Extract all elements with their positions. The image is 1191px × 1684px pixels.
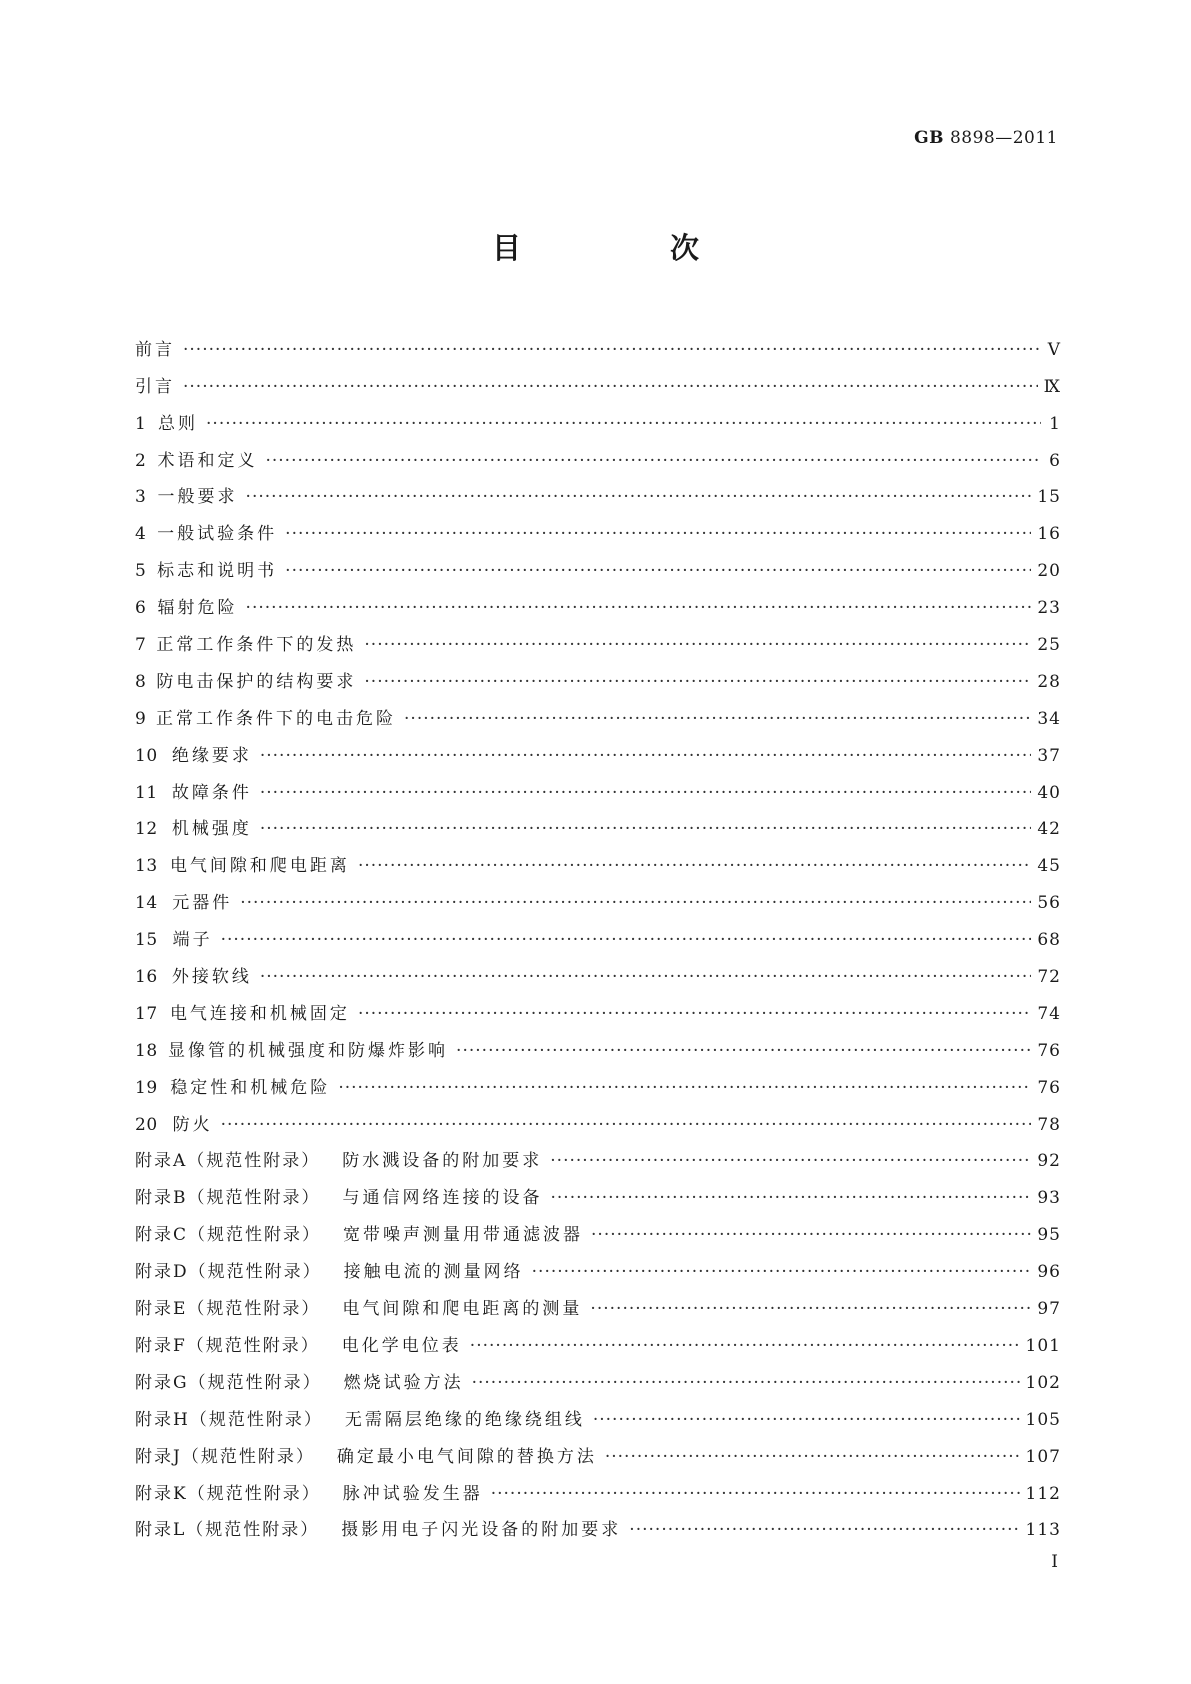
annex-page: 107	[1025, 1446, 1061, 1467]
standard-code	[914, 128, 1058, 148]
dot-leader	[183, 376, 1038, 398]
annex-prefix: 附录A（规范性附录）	[135, 1151, 321, 1172]
toc-annex-e[interactable]	[135, 1283, 1061, 1320]
toc-annex-j[interactable]	[135, 1431, 1061, 1468]
annex-label: 防水溅设备的附加要求	[342, 1151, 543, 1172]
toc-entry-label: 电气连接和机械固定	[169, 1003, 350, 1024]
dot-leader	[183, 339, 1041, 361]
dot-leader	[550, 1150, 1031, 1172]
dot-leader	[260, 782, 1032, 804]
dot-leader	[470, 1335, 1020, 1357]
toc-entry-12[interactable]	[135, 804, 1061, 841]
toc-entry-label: 防火	[172, 1114, 213, 1135]
toc-entry-label: 正常工作条件下的发热	[156, 635, 357, 656]
toc-entry-label: 绝缘要求	[171, 745, 252, 766]
toc-list	[135, 324, 1061, 1541]
annex-label: 接触电流的测量网络	[343, 1262, 524, 1283]
toc-entry-page: 68	[1037, 930, 1061, 951]
toc-entry-20[interactable]	[135, 1099, 1061, 1136]
toc-entry-10[interactable]	[135, 730, 1061, 767]
dot-leader	[551, 1187, 1032, 1209]
annex-prefix: 附录D（规范性附录）	[135, 1262, 322, 1283]
annex-page: 113	[1025, 1520, 1061, 1541]
toc-entry-17[interactable]	[135, 988, 1061, 1025]
toc-entry-number: 10	[135, 745, 158, 766]
annex-label: 电化学电位表	[341, 1335, 462, 1356]
annex-label: 与通信网络连接的设备	[342, 1188, 543, 1209]
toc-entry-number: 7	[135, 635, 147, 656]
standard-prefix: GB	[914, 128, 944, 148]
annex-prefix: 附录E（规范性附录）	[135, 1299, 321, 1320]
toc-entry-label: 前言	[135, 339, 175, 360]
toc-entry-number: 18	[135, 1040, 158, 1061]
annex-page: 112	[1025, 1483, 1061, 1504]
toc-entry-page: Ⅴ	[1047, 339, 1061, 360]
annex-page: 96	[1037, 1262, 1061, 1283]
dot-leader	[593, 1409, 1020, 1431]
toc-entry-introduction[interactable]	[135, 361, 1061, 398]
annex-prefix: 附录L（规范性附录）	[135, 1520, 320, 1541]
toc-entry-18[interactable]	[135, 1025, 1061, 1062]
toc-entry-label: 稳定性和机械危险	[170, 1077, 331, 1098]
dot-leader	[532, 1261, 1032, 1283]
toc-entry-number: 6	[135, 598, 147, 619]
toc-entry-page: 6	[1049, 450, 1061, 471]
standard-number: 8898—2011	[949, 128, 1058, 148]
toc-entry-page: 45	[1037, 856, 1061, 877]
toc-entry-number: 1	[135, 413, 147, 434]
annex-prefix: 附录C（规范性附录）	[135, 1225, 322, 1246]
annex-page: 102	[1025, 1372, 1061, 1393]
annex-prefix: 附录G（规范性附录）	[135, 1372, 322, 1393]
toc-entry-11[interactable]	[135, 767, 1061, 804]
toc-entry-16[interactable]	[135, 951, 1061, 988]
toc-entry-page: 74	[1037, 1003, 1061, 1024]
annex-prefix: 附录J（规范性附录）	[135, 1446, 315, 1467]
toc-entry-page: 15	[1037, 487, 1061, 508]
toc-entry-label: 辐射危险	[157, 598, 238, 619]
toc-entry-label: 元器件	[172, 893, 233, 914]
toc-entry-15[interactable]	[135, 914, 1061, 951]
toc-entry-label: 正常工作条件下的电击危险	[156, 708, 397, 729]
toc-entry-number: 12	[135, 819, 158, 840]
toc-entry-8[interactable]	[135, 656, 1061, 693]
annex-label: 电气间隙和爬电距离的测量	[342, 1299, 583, 1320]
annex-label: 摄影用电子闪光设备的附加要求	[341, 1520, 622, 1541]
toc-entry-page: 1	[1049, 413, 1061, 434]
toc-entry-number: 2	[135, 450, 147, 471]
annex-label: 确定最小电气间隙的替换方法	[336, 1446, 597, 1467]
toc-annex-f[interactable]	[135, 1320, 1061, 1357]
toc-entry-number: 16	[135, 967, 158, 988]
toc-entry-number: 14	[135, 893, 158, 914]
toc-entry-page: 40	[1037, 782, 1061, 803]
toc-entry-number: 4	[135, 524, 147, 545]
annex-label: 燃烧试验方法	[343, 1372, 464, 1393]
toc-entry-5[interactable]	[135, 545, 1061, 582]
dot-leader	[590, 1298, 1031, 1320]
toc-entry-number: 19	[135, 1077, 158, 1098]
toc-entry-page: 28	[1037, 671, 1061, 692]
toc-entry-number: 11	[135, 782, 158, 803]
toc-entry-page: 76	[1037, 1077, 1061, 1098]
toc-entry-label: 术语和定义	[157, 450, 258, 471]
toc-entry-number: 9	[135, 708, 147, 729]
toc-annex-a[interactable]	[135, 1136, 1061, 1173]
dot-leader	[206, 413, 1041, 435]
toc-entry-label: 外接软线	[171, 967, 252, 988]
toc-entry-label: 机械强度	[171, 819, 252, 840]
toc-annex-d[interactable]	[135, 1246, 1061, 1283]
dot-leader	[240, 892, 1031, 914]
toc-entry-page: 72	[1037, 967, 1061, 988]
toc-entry-3[interactable]	[135, 472, 1061, 509]
toc-entry-label: 防电击保护的结构要求	[156, 671, 357, 692]
dot-leader	[285, 560, 1031, 582]
toc-annex-g[interactable]	[135, 1357, 1061, 1394]
annex-label: 脉冲试验发生器	[342, 1483, 483, 1504]
toc-entry-label: 一般试验条件	[157, 524, 278, 545]
toc-entry-label: 总则	[158, 413, 199, 434]
dot-leader	[260, 966, 1032, 988]
dot-leader	[246, 597, 1032, 619]
toc-entry-page: 76	[1037, 1040, 1061, 1061]
toc-entry-number: 13	[135, 856, 158, 877]
toc-entry-number: 3	[135, 487, 147, 508]
toc-title: 目 次	[491, 231, 759, 265]
dot-leader	[338, 1077, 1031, 1099]
annex-page: 97	[1037, 1299, 1061, 1320]
dot-leader	[364, 671, 1031, 693]
annex-label: 无需隔层绝缘的绝缘绕组线	[344, 1409, 585, 1430]
toc-annex-h[interactable]	[135, 1394, 1061, 1431]
toc-entry-number: 15	[135, 930, 158, 951]
annex-label: 宽带噪声测量用带通滤波器	[343, 1225, 584, 1246]
dot-leader	[404, 708, 1031, 730]
annex-page: 93	[1037, 1188, 1061, 1209]
toc-entry-6[interactable]	[135, 582, 1061, 619]
dot-leader	[456, 1040, 1031, 1062]
toc-entry-label: 一般要求	[157, 487, 238, 508]
toc-entry-page: 42	[1037, 819, 1061, 840]
annex-prefix: 附录H（规范性附录）	[135, 1409, 323, 1430]
toc-entry-page: 78	[1037, 1114, 1061, 1135]
toc-entry-number: 17	[135, 1003, 158, 1024]
toc-entry-label: 端子	[172, 930, 213, 951]
toc-entry-page: Ⅸ	[1043, 376, 1061, 397]
annex-page: 105	[1025, 1409, 1061, 1430]
toc-entry-page: 20	[1037, 561, 1061, 582]
dot-leader	[364, 634, 1031, 656]
dot-leader	[260, 745, 1032, 767]
dot-leader	[605, 1446, 1020, 1468]
annex-page: 92	[1037, 1151, 1061, 1172]
toc-entry-2[interactable]	[135, 435, 1061, 472]
annex-prefix: 附录F（规范性附录）	[135, 1335, 320, 1356]
dot-leader	[221, 1114, 1032, 1136]
toc-entry-number: 5	[135, 561, 147, 582]
toc-entry-13[interactable]	[135, 840, 1061, 877]
dot-leader	[491, 1483, 1020, 1505]
toc-entry-label: 标志和说明书	[157, 561, 278, 582]
toc-annex-c[interactable]	[135, 1209, 1061, 1246]
dot-leader	[629, 1519, 1019, 1541]
toc-entry-label: 故障条件	[171, 782, 252, 803]
dot-leader	[260, 818, 1032, 840]
toc-annex-k[interactable]	[135, 1468, 1061, 1505]
dot-leader	[285, 523, 1031, 545]
toc-entry-page: 25	[1037, 635, 1061, 656]
toc-entry-number: 20	[135, 1114, 158, 1135]
toc-entry-7[interactable]	[135, 619, 1061, 656]
toc-entry-page: 16	[1037, 524, 1061, 545]
annex-prefix: 附录K（规范性附录）	[135, 1483, 321, 1504]
dot-leader	[246, 486, 1032, 508]
annex-page: 95	[1037, 1225, 1061, 1246]
annex-prefix: 附录B（规范性附录）	[135, 1188, 321, 1209]
dot-leader	[591, 1224, 1031, 1246]
toc-entry-9[interactable]	[135, 693, 1061, 730]
toc-entry-foreword[interactable]	[135, 324, 1061, 361]
toc-entry-number: 8	[135, 671, 147, 692]
toc-entry-page: 23	[1037, 598, 1061, 619]
toc-entry-page: 37	[1037, 745, 1061, 766]
toc-entry-page: 56	[1037, 893, 1061, 914]
toc-entry-label: 引言	[135, 376, 175, 397]
dot-leader	[265, 450, 1041, 472]
toc-entry-1[interactable]	[135, 398, 1061, 435]
dot-leader	[472, 1372, 1020, 1394]
dot-leader	[358, 855, 1031, 877]
toc-entry-page: 34	[1037, 708, 1061, 729]
toc-entry-14[interactable]	[135, 877, 1061, 914]
annex-page: 101	[1025, 1335, 1061, 1356]
dot-leader	[221, 929, 1032, 951]
page-number: I	[1051, 1552, 1058, 1572]
toc-entry-label: 电气间隙和爬电距离	[169, 856, 350, 877]
toc-entry-19[interactable]	[135, 1062, 1061, 1099]
dot-leader	[358, 1003, 1031, 1025]
toc-annex-b[interactable]	[135, 1172, 1061, 1209]
toc-entry-4[interactable]	[135, 508, 1061, 545]
toc-annex-l[interactable]	[135, 1505, 1061, 1542]
toc-entry-label: 显像管的机械强度和防爆炸影响	[168, 1040, 449, 1061]
